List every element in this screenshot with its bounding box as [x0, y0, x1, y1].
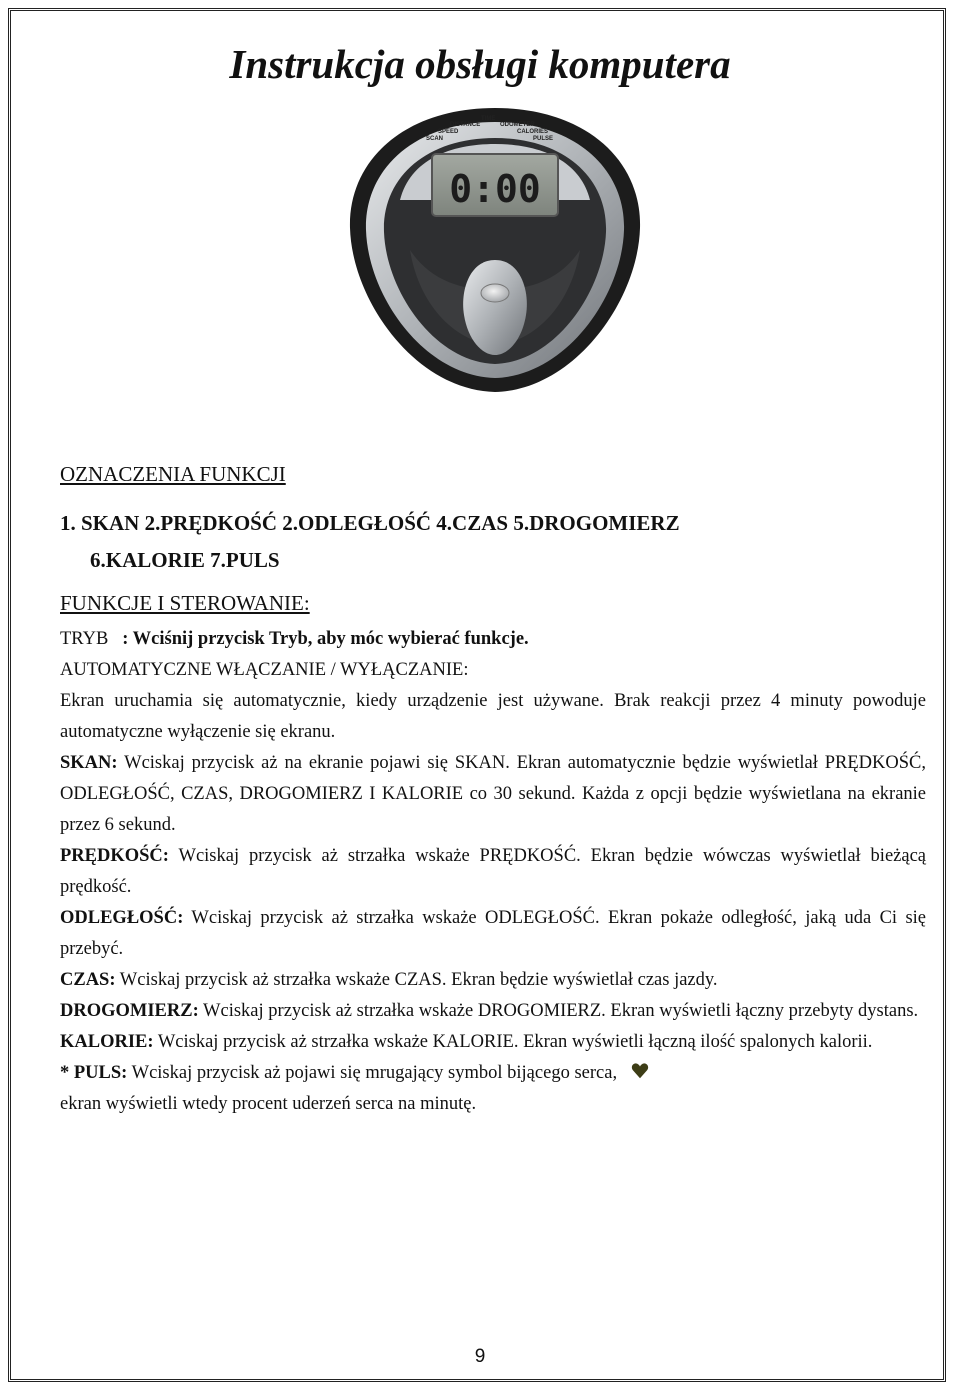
auto-heading: AUTOMATYCZNE WŁĄCZANIE / WYŁĄCZANIE: — [60, 660, 469, 680]
skan-paragraph — [60, 748, 926, 841]
czas-paragraph — [60, 965, 926, 996]
puls-text: Wciskaj przycisk aż pojawi się mrugający symbol bijącego serca, — [127, 1063, 618, 1083]
predkosc-label: PRĘDKOŚĆ: — [60, 846, 169, 866]
page-title: Instrukcja obsługi komputera — [229, 41, 731, 87]
functions-list-line-2: 6.KALORIE 7.PULS — [90, 548, 280, 572]
bike-computer-image — [340, 100, 650, 400]
label-scan: SCAN — [426, 136, 444, 142]
puls-paragraph — [60, 1058, 926, 1089]
tryb-paragraph — [60, 624, 926, 655]
skan-label: SKAN: — [60, 753, 118, 773]
kalorie-paragraph — [60, 1027, 926, 1058]
section-heading-controls: FUNKCJE I STEROWANIE: — [60, 591, 310, 615]
odleglosc-paragraph — [60, 903, 926, 965]
drogomierz-text: Wciskaj przycisk aż strzałka wskaże DROGOMIERZ. Ekran wyświetli łączny przebyty dystans. — [198, 1001, 919, 1021]
label-speed: SPEED — [438, 129, 459, 135]
page-number: 9 — [474, 1346, 486, 1367]
predkosc-paragraph — [60, 841, 926, 903]
label-odometer: ODOMETER — [500, 122, 535, 128]
label-time: TIME — [481, 116, 496, 122]
mode-button — [481, 284, 509, 302]
skan-text: Wciskaj przycisk aż na ekranie pojawi się SKAN. Ekran automatycznie będzie wyświetlał PRĘDKOŚĆ, ODLEGŁOŚĆ, CZAS, DROGOMIERZ I KALORIE co 30 sekund. Każda z opcji będzie wyświetlana na ekranie przez 6 sekund. — [60, 753, 926, 835]
czas-text: Wciskaj przycisk aż strzałka wskaże CZAS. Ekran będzie wyświetlał czas jazdy. — [115, 970, 718, 990]
section-heading-functions: OZNACZENIA FUNKCJI — [60, 462, 286, 486]
label-pulse: PULSE — [533, 136, 554, 142]
heart-icon — [631, 1062, 649, 1080]
label-distance: DISTANCE — [450, 122, 481, 128]
predkosc-text: Wciskaj przycisk aż strzałka wskaże PRĘDKOŚĆ. Ekran będzie wówczas wyświetlał bieżącą prędkość. — [60, 846, 926, 897]
lcd-readout: 0:00 — [449, 167, 541, 211]
functions-list-line-1: 1. SKAN 2.PRĘDKOŚĆ 2.ODLEGŁOŚĆ 4.CZAS 5.DROGOMIERZ — [60, 511, 680, 535]
odleglosc-text: Wciskaj przycisk aż strzałka wskaże ODLEGŁOŚĆ. Ekran pokaże odległość, jaką uda Ci się przebyć. — [60, 908, 926, 959]
auto-text: Ekran uruchamia się automatycznie, kiedy urządzenie jest używane. Brak reakcji przez 4 minuty powoduje automatyczne wyłączenie się ekranu. — [60, 691, 926, 742]
drogomierz-label: DROGOMIERZ: — [60, 1001, 199, 1021]
czas-label: CZAS: — [60, 970, 116, 990]
tryb-label: TRYB — [60, 629, 109, 649]
puls-text-2: ekran wyświetli wtedy procent uderzeń serca na minutę. — [60, 1094, 477, 1114]
tryb-text: : Wciśnij przycisk Tryb, aby móc wybierać funkcje. — [122, 629, 529, 649]
odleglosc-label: ODLEGŁOŚĆ: — [60, 908, 184, 928]
drogomierz-paragraph — [60, 996, 926, 1027]
content — [60, 462, 926, 1120]
kalorie-text: Wciskaj przycisk aż strzałka wskaże KALORIE. Ekran wyświetli łączną ilość spalonych kalorii. — [153, 1032, 873, 1052]
label-calories: CALORIES — [517, 129, 549, 135]
puls-label: * PULS: — [60, 1063, 128, 1083]
kalorie-label: KALORIE: — [60, 1032, 154, 1052]
